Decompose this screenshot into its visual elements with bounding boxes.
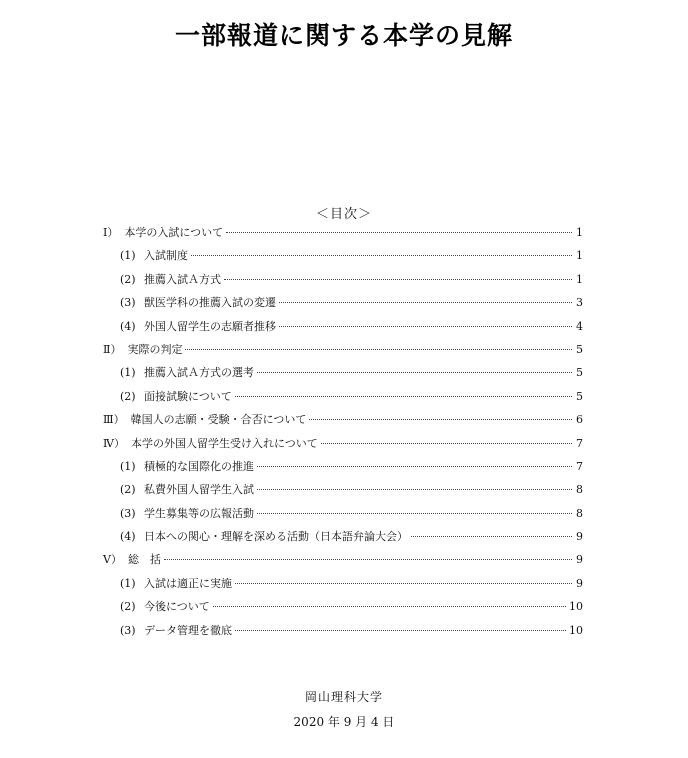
toc-entry (103, 554, 583, 577)
organization-name: 岡山理科大学 (304, 690, 383, 704)
toc-page-number: 1 (576, 249, 583, 263)
toc-heading: ＜目次＞ (315, 207, 372, 222)
toc-page-number: 9 (576, 530, 583, 544)
toc-page-number: 4 (576, 319, 583, 333)
toc-page-number: 7 (576, 436, 583, 450)
toc-subentry (103, 625, 583, 648)
toc-page-number: 1 (576, 226, 583, 239)
page-title: 一部報道に関する本学の見解 (174, 21, 513, 50)
toc-dot-leader (279, 302, 572, 303)
toc-page-number: 3 (576, 296, 583, 310)
toc-entry-label: 入試は適正に実施 (144, 576, 232, 590)
toc-page-number: 5 (576, 342, 583, 356)
toc-entry-number: Ⅳ） (103, 436, 125, 450)
toc-subentry (103, 321, 583, 344)
toc-page-number: 5 (576, 389, 583, 403)
toc-dot-leader (164, 559, 572, 560)
toc-entry-label: 私費外国人留学生入試 (144, 483, 254, 497)
toc-entry-label: 今後について (144, 600, 210, 614)
toc-page-number: 8 (576, 506, 583, 520)
toc-dot-leader (213, 606, 566, 607)
toc-page-number: 5 (576, 366, 583, 380)
toc-dot-leader (257, 489, 572, 490)
toc-entry-number: (3) (120, 296, 136, 310)
toc-page-number: 9 (576, 576, 583, 590)
toc-dot-leader (411, 536, 572, 537)
toc-subentry (103, 601, 583, 624)
toc-page-number: 10 (569, 600, 583, 614)
toc-entry-label: 推薦入試Ａ方式の選考 (144, 366, 254, 380)
toc-dot-leader (321, 443, 572, 444)
toc-entry-number: Ⅱ） (103, 342, 122, 356)
toc-entry-label: 学生募集等の広報活動 (144, 506, 254, 520)
toc-entry-label: 推薦入試Ａ方式 (144, 272, 221, 286)
toc-entry-number: Ⅲ） (103, 413, 125, 427)
toc-entry-label: 総 括 (127, 553, 161, 567)
toc-entry (103, 227, 583, 250)
toc-entry (103, 344, 583, 367)
toc-entry-number: (1) (120, 249, 136, 263)
toc-subentry (103, 484, 583, 507)
toc-page-number: 6 (576, 413, 583, 427)
toc-entry-number: (3) (120, 623, 136, 637)
toc-entry-number: (2) (120, 600, 136, 614)
toc-entry-number: (2) (120, 483, 136, 497)
toc-entry-number: (1) (120, 576, 136, 590)
toc-entry-label: 本学の外国人留学生受け入れについて (131, 436, 318, 450)
toc-entry-label: データ管理を徹底 (144, 623, 232, 637)
toc-subentry (103, 391, 583, 414)
toc-subentry (103, 297, 583, 320)
toc-dot-leader (279, 326, 572, 327)
toc-subentry (103, 508, 583, 531)
toc-subentry (103, 250, 583, 273)
toc-entry-number: Ⅰ） (103, 226, 119, 239)
toc-dot-leader (185, 349, 572, 350)
toc-dot-leader (309, 419, 572, 420)
toc-dot-leader (226, 232, 572, 233)
toc-dot-leader (257, 372, 572, 373)
toc-subentry (103, 461, 583, 484)
toc-entry-number: (3) (120, 506, 136, 520)
toc-entry-number: (1) (120, 459, 136, 473)
toc-page-number: 9 (576, 553, 583, 567)
toc-entry-label: 実際の判定 (127, 342, 183, 356)
toc-dot-leader (257, 513, 572, 514)
toc-entry-label: 外国人留学生の志願者推移 (144, 319, 276, 333)
toc-entry-label: 日本への関心・理解を深める活動（日本語弁論大会） (144, 530, 408, 544)
toc-subentry (103, 578, 583, 601)
toc-entry-label: 積極的な国際化の推進 (144, 459, 254, 473)
toc-entry-number: Ⅴ） (103, 553, 122, 567)
toc-page-number: 7 (576, 459, 583, 473)
toc-entry-number: (2) (120, 389, 136, 403)
toc-entry (103, 414, 583, 437)
toc-page-number: 1 (576, 272, 583, 286)
toc-entry (103, 438, 583, 461)
toc-entry-number: (4) (120, 319, 136, 333)
toc-dot-leader (235, 583, 572, 584)
toc-dot-leader (224, 279, 572, 280)
toc-dot-leader (235, 396, 572, 397)
toc-entry-number: (4) (120, 530, 136, 544)
toc-entry-label: 本学の入試について (124, 226, 224, 239)
toc-subentry (103, 531, 583, 554)
toc-entry-label: 面接試験について (144, 389, 232, 403)
toc-subentry (103, 367, 583, 390)
document-date: 2020 年 9 月 4 日 (293, 715, 395, 729)
toc-subentry (103, 274, 583, 297)
toc-entry-label: 入試制度 (144, 249, 188, 263)
toc-entry-number: (2) (120, 272, 136, 286)
toc-page-number: 10 (569, 623, 583, 637)
toc-entry-label: 獣医学科の推薦入試の変遷 (144, 296, 276, 310)
toc-entry-number: (1) (120, 366, 136, 380)
toc-dot-leader (257, 466, 572, 467)
toc-dot-leader (191, 255, 572, 256)
table-of-contents (103, 227, 583, 648)
toc-page-number: 8 (576, 483, 583, 497)
toc-dot-leader (235, 630, 566, 631)
toc-entry-label: 韓国人の志願・受験・合否について (130, 413, 307, 427)
